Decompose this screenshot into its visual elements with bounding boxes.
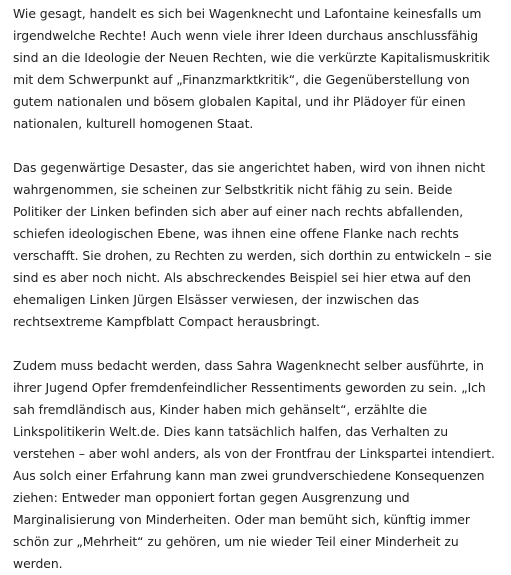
- article-paragraph-3: Zudem muss bedacht werden, dass Sahra Wagenknecht selber ausführte, in ihrer Jugend Opfer fremdenfeindlicher Ressentiments geworden zu sein. „Ich sah fremdländisch aus, Kinder haben mich gehänselt“, erzählte die Linkspolitikerin Welt.de. Dies kann tatsächlich halfen, das Verhalten zu verstehen – aber wohl anders, als von der Frontfrau der Linkspartei intendiert. Aus solch einer Erfahrung kann man zwei grundverschiedene Konsequenzen ziehen: Entweder man opponiert fortan gegen Ausgrenzung und Marginalisierung von Minderheiten. Oder man bemüht sich, künftig immer schön zur „Mehrheit“ zu gehören, um nie wieder Teil einer Minderheit zu werden.: [13, 358, 495, 571]
- article-paragraph-1: Wie gesagt, handelt es sich bei Wagenknecht und Lafontaine keinesfalls um irgendwelche Rechte! Auch wenn viele ihrer Ideen durchaus anschlussfähig sind an die Ideologie der Neuen Rechten, wie die verkürzte Kapitalismuskritik mit dem Schwerpunkt auf „Finanzmarktkritik“, die Gegenüberstellung von gutem nationalen und bösem globalen Kapital, und ihr Plädoyer für einen nationalen, kulturell homogenen Staat.: [13, 6, 490, 131]
- article-paragraph-2: Das gegenwärtige Desaster, das sie angerichtet haben, wird von ihnen nicht wahrgenommen, sie scheinen zur Selbstkritik nicht fähig zu sein. Beide Politiker der Linken befinden sich aber auf einer nach rechts abfallenden, schiefen ideologischen Ebene, was ihnen eine offene Flanke nach rechts verschafft. Sie drohen, zu Rechten zu werden, sich dorthin zu entwickeln – sie sind es aber noch nicht. Als abschreckendes Beispiel sei hier etwa auf den ehemaligen Linken Jürgen Elsässer verwiesen, der inzwischen das rechtsextreme Kampfblatt Compact herausbringt.: [13, 160, 492, 329]
